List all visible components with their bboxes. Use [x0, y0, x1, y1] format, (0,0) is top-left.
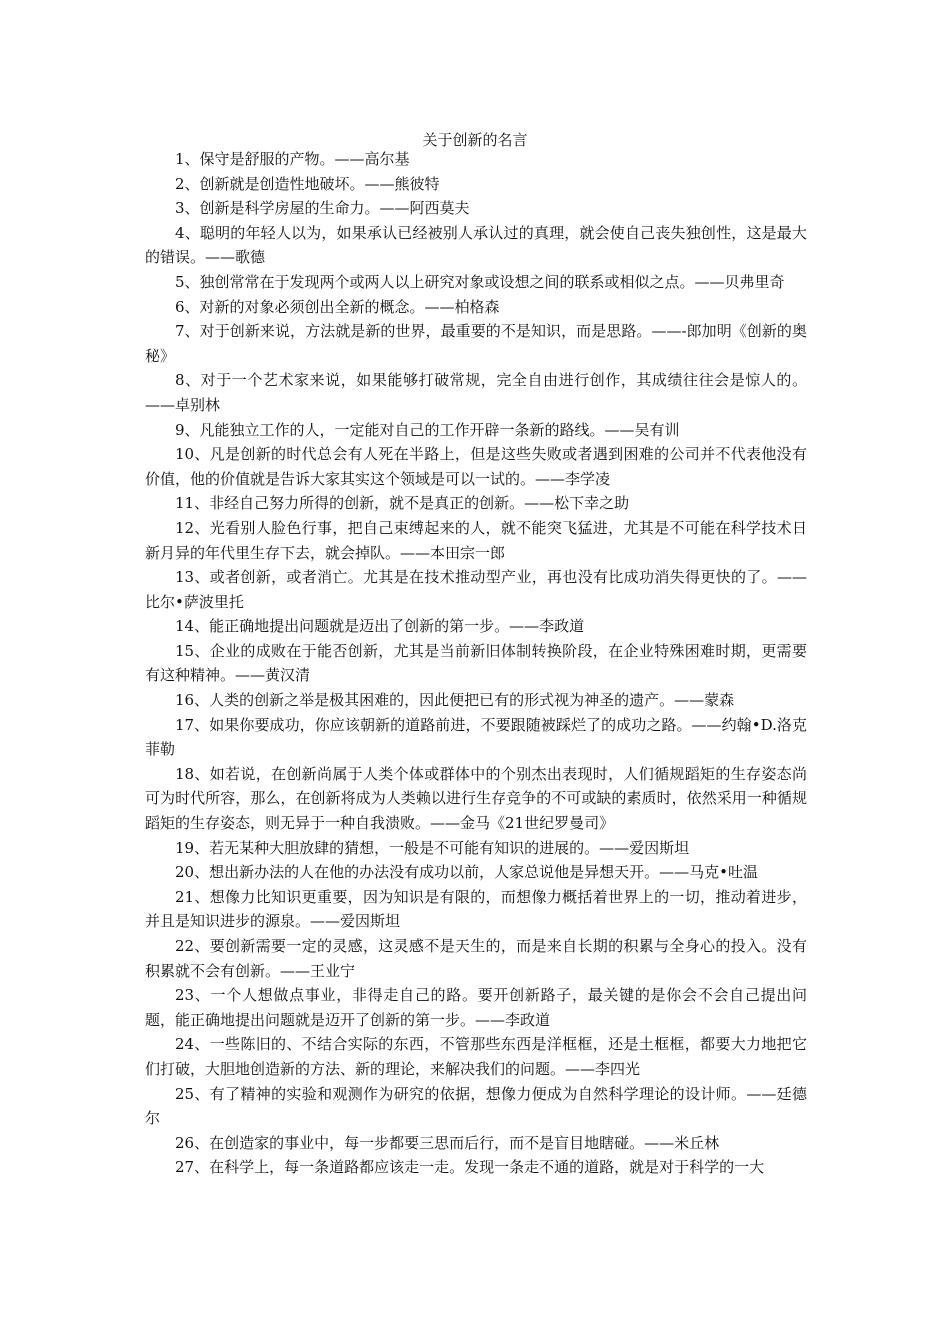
quote-paragraph: 19、若无某种大胆放肆的猜想，一般是不可能有知识的进展的。——爱因斯坦: [175, 838, 690, 857]
quote-paragraph: 8、对于一个艺术家来说，如果能够打破常规，完全自由进行创作，其成绩往往会是惊人的。——卓别林: [145, 371, 807, 414]
quote-paragraph: 5、独创常常在于发现两个或两人以上研究对象或设想之间的联系或相似之点。——贝弗里奇: [175, 272, 785, 291]
quote-paragraph: 12、光看别人脸色行事，把自己束缚起来的人，就不能突飞猛进，尤其是不可能在科学技术日新月异的年代里生存下去，就会掉队。——本田宗一郎: [145, 518, 807, 562]
quote-paragraph: 18、如若说，在创新尚属于人类个体或群体中的个别杰出表现时，人们循规蹈矩的生存姿态尚可为时代所容，那么，在创新将成为人类赖以进行生存竞争的不可或缺的素质时，依然采用一种循规蹈矩的生存姿态，则无异于一种自我溃败。——金马《21世纪罗曼司》: [145, 764, 807, 833]
quote-paragraph: 6、对新的对象必须创出全新的概念。——柏格森: [175, 297, 500, 316]
quote-paragraph: 10、凡是创新的时代总会有人死在半路上，但是这些失败或者遇到困难的公司并不代表他没有价值，他的价值就是告诉大家其实这个领域是可以一试的。——李学凌: [145, 445, 807, 488]
quote-paragraph: 25、有了精神的实验和观测作为研究的依据，想像力便成为自然科学理论的设计师。——廷德尔: [145, 1084, 807, 1128]
quote-paragraph: 14、能正确地提出问题就是迈出了创新的第一步。——李政道: [175, 617, 585, 636]
quote-paragraph: 24、一些陈旧的、不结合实际的东西，不管那些东西是洋框框，还是土框框，都要大力地把它们打破，大胆地创造新的方法、新的理论，来解决我们的问题。——李四光: [145, 1035, 807, 1078]
quote-paragraph: 13、或者创新，或者消亡。尤其是在技术推动型产业，再也没有比成功消失得更快的了。——比尔•萨波里托: [145, 568, 807, 611]
quote-paragraph: 26、在创造家的事业中，每一步都要三思而后行，而不是盲目地瞎碰。——米丘林: [175, 1133, 720, 1152]
quote-list: [145, 147, 807, 1180]
quote-paragraph: 3、创新是科学房屋的生命力。——阿西莫夫: [175, 199, 470, 218]
quote-paragraph: 23、一个人想做点事业，非得走自己的路。要开创新路子，最关键的是你会不会自己提出问题，能正确地提出问题就是迈开了创新的第一步。——李政道: [145, 986, 807, 1029]
quote-paragraph: 21、想像力比知识更重要，因为知识是有限的，而想像力概括着世界上的一切，推动着进步，并且是知识进步的源泉。——爱因斯坦: [145, 887, 807, 931]
quote-paragraph: 4、聪明的年轻人以为，如果承认已经被别人承认过的真理，就会使自己丧失独创性，这是最大的错误。——歌德: [145, 223, 807, 267]
quote-paragraph: 7、对于创新来说，方法就是新的世界，最重要的不是知识，而是思路。——-郎加明《创新的奥秘》: [145, 322, 807, 365]
quote-paragraph: 27、在科学上，每一条道路都应该走一走。发现一条走不通的道路，就是对于科学的一大: [175, 1158, 765, 1177]
quote-paragraph: 22、要创新需要一定的灵感，这灵感不是天生的，而是来自长期的积累与全身心的投入。没有积累就不会有创新。——王业宁: [145, 937, 807, 980]
quote-paragraph: 20、想出新办法的人在他的办法没有成功以前，人家总说他是异想天开。——马克•吐温: [175, 863, 758, 882]
quote-paragraph: 9、凡能独立工作的人，一定能对自己的工作开辟一条新的路线。——吴有训: [175, 420, 680, 439]
quote-paragraph: 16、人类的创新之举是极其困难的，因此便把已有的形式视为神圣的遗产。——蒙森: [175, 691, 735, 710]
document-title: 关于创新的名言: [422, 131, 528, 149]
quote-paragraph: 17、如果你要成功，你应该朝新的道路前进，不要跟随被踩烂了的成功之路。——约翰•D.洛克菲勒: [145, 715, 807, 759]
quote-paragraph: 1、保守是舒服的产物。——高尔基: [175, 150, 410, 168]
quote-paragraph: 2、创新就是创造性地破坏。——熊彼特: [175, 174, 440, 193]
quote-paragraph: 15、企业的成败在于能否创新，尤其是当前新旧体制转换阶段，在企业特殊困难时期，更需要有这种精神。——黄汉清: [145, 641, 807, 685]
quote-paragraph: 11、非经自己努力所得的创新，就不是真正的创新。——松下幸之助: [175, 494, 630, 513]
